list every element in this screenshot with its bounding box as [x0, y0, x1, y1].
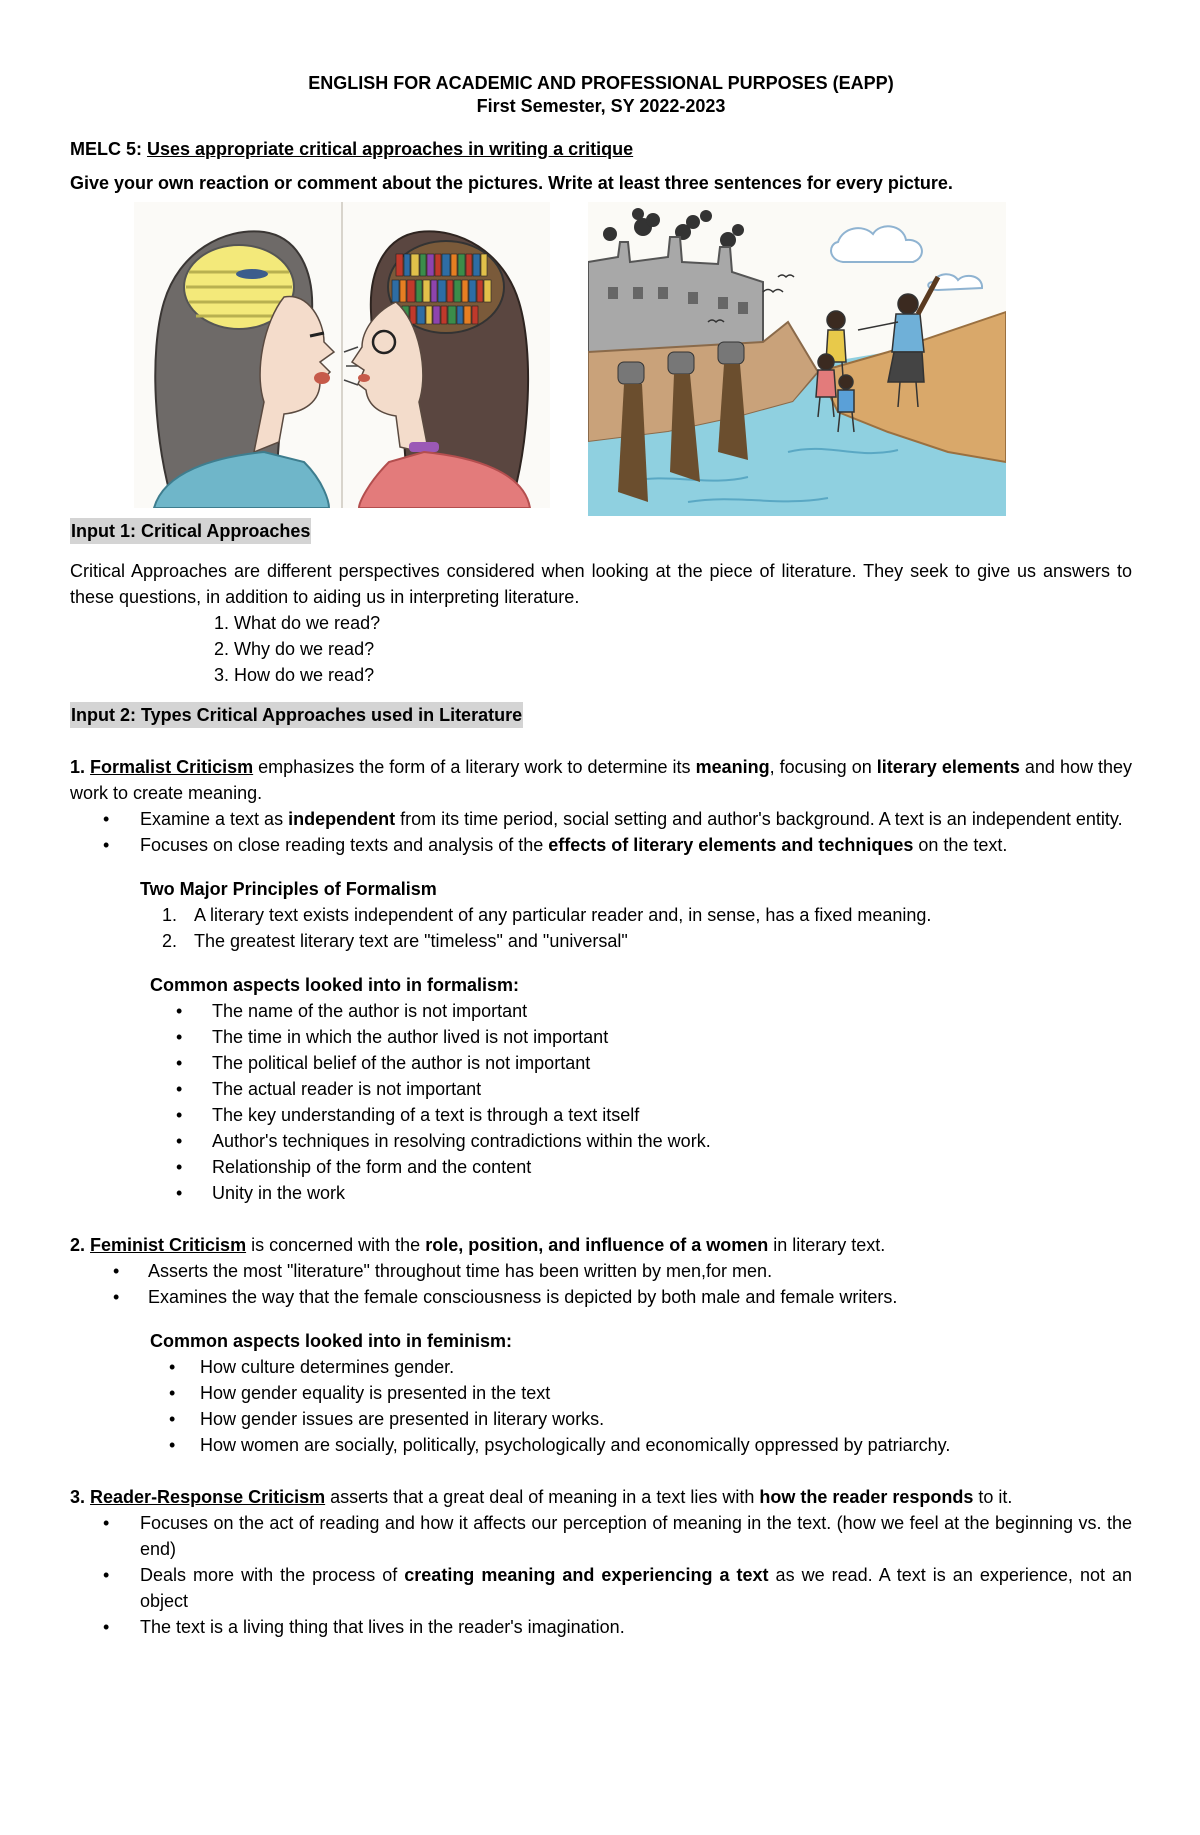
course-title: ENGLISH FOR ACADEMIC AND PROFESSIONAL PURPOSES (EAPP) — [308, 73, 894, 93]
formalism-aspect-item: • The actual reader is not important — [70, 1076, 1132, 1102]
input1-label: Input 1: Critical Approaches — [70, 518, 311, 544]
question-item: 1. What do we read? — [214, 613, 381, 633]
formalist-text-3: and how they work to create meaning. — [70, 757, 1133, 803]
picture-two-women-minds — [134, 202, 550, 508]
formalism-aspect-item: • Author's techniques in resolving contradictions within the work. — [70, 1128, 1132, 1154]
principles-title: Two Major Principles of Formalism — [140, 879, 437, 899]
formalist-bullet — [70, 832, 1132, 858]
feminist-bullet: • Examines the way that the female consciousness is depicted by both male and female writers. — [70, 1284, 1132, 1310]
principle-item — [70, 902, 1132, 928]
formalist-text-1: emphasizes the form of a literary work to determine its — [253, 757, 696, 777]
input1-questions — [214, 610, 1132, 688]
reader-term: Reader-Response Criticism — [90, 1487, 326, 1507]
reader-bullet: • Focuses on the act of reading and how it affects our perception of meaning in the text. (how we feel at the beginning vs. the end) — [70, 1510, 1132, 1562]
formalist-definition — [70, 754, 1132, 806]
formalism-aspect-item: • The political belief of the author is not important — [70, 1050, 1132, 1076]
bullet-bold: effects of literary elements and techniques — [548, 835, 914, 855]
picture-factory-pollution — [588, 202, 1006, 516]
feminist-number: 2. — [70, 1235, 86, 1255]
bullet-text: as we read. A text is an experience, not an object — [140, 1565, 1133, 1611]
formalism-aspect-item: • Unity in the work — [70, 1180, 1132, 1206]
melc-text: Uses appropriate critical approaches in writing a critique — [147, 139, 634, 159]
formalist-bold-2: literary elements — [876, 757, 1020, 777]
instruction: Give your own reaction or comment about the pictures. Write at least three sentences for every picture. — [70, 173, 953, 193]
formalism-aspect-item: • Relationship of the form and the content — [70, 1154, 1132, 1180]
reader-bullet: • The text is a living thing that lives in the reader's imagination. — [70, 1614, 1132, 1640]
bullet-text: Deals more with the process of — [140, 1565, 405, 1585]
feminism-aspect-item: • How women are socially, politically, psychologically and economically oppressed by patriarchy. — [70, 1432, 1132, 1458]
principle-text: The greatest literary text are "timeless" and "universal" — [194, 931, 628, 951]
principle-item — [70, 928, 1132, 954]
formalist-bullet — [70, 806, 1132, 832]
formalist-term: Formalist Criticism — [90, 757, 254, 777]
input2-heading-row — [70, 702, 1132, 728]
feminism-aspect-item: • How gender equality is presented in the text — [70, 1380, 1132, 1406]
bullet-text: Examine a text as — [140, 809, 289, 829]
reader-number: 3. — [70, 1487, 86, 1507]
reader-text-2: to it. — [973, 1487, 1013, 1507]
question-item: 2. Why do we read? — [214, 639, 375, 659]
bullet-bold: creating meaning and experiencing a text — [404, 1565, 769, 1585]
formalism-aspect-item: • The name of the author is not important — [70, 998, 1132, 1024]
feminist-bold-1: role, position, and influence of a women — [425, 1235, 769, 1255]
feminism-aspect-item: • How culture determines gender. — [70, 1354, 1132, 1380]
reader-bold-1: how the reader responds — [759, 1487, 974, 1507]
feminism-aspects-title: Common aspects looked into in feminism: — [150, 1331, 513, 1351]
input1-heading-row — [70, 518, 1132, 544]
feminist-definition — [70, 1232, 1132, 1258]
picture-area — [70, 200, 1132, 516]
bullet-bold: independent — [288, 809, 396, 829]
feminism-aspect-item: • How gender issues are presented in literary works. — [70, 1406, 1132, 1432]
bullet-text: on the text. — [913, 835, 1008, 855]
principle-number: 1. — [162, 905, 178, 925]
principle-text: A literary text exists independent of any particular reader and, in sense, has a fixed meaning. — [194, 905, 932, 925]
melc-line — [70, 136, 1132, 162]
formalism-aspect-item: • The key understanding of a text is through a text itself — [70, 1102, 1132, 1128]
feminist-bullet: • Asserts the most "literature" throughout time has been written by men,for men. — [70, 1258, 1132, 1284]
feminist-term: Feminist Criticism — [90, 1235, 247, 1255]
document-header — [70, 72, 1132, 118]
question-item: 3. How do we read? — [214, 665, 375, 685]
formalist-number: 1. — [70, 757, 86, 777]
formalism-aspects-title: Common aspects looked into in formalism: — [150, 975, 520, 995]
bullet-text: Focuses on close reading texts and analysis of the — [140, 835, 549, 855]
feminist-text-2: in literary text. — [768, 1235, 886, 1255]
formalist-bold-1: meaning — [695, 757, 770, 777]
reader-bullet — [70, 1562, 1132, 1614]
bullet-text: from its time period, social setting and author's background. A text is an independent entity. — [395, 809, 1123, 829]
principle-number: 2. — [162, 931, 178, 951]
formalist-text-2: , focusing on — [769, 757, 877, 777]
feminist-text-1: is concerned with the — [246, 1235, 426, 1255]
input2-label: Input 2: Types Critical Approaches used in Literature — [70, 702, 523, 728]
reader-text-1: asserts that a great deal of meaning in a text lies with — [325, 1487, 760, 1507]
semester-line: First Semester, SY 2022-2023 — [476, 96, 726, 116]
formalism-aspect-item: • The time in which the author lived is not important — [70, 1024, 1132, 1050]
input1-paragraph: Critical Approaches are different perspectives considered when looking at the piece of literature. They seek to give us answers to these questions, in addition to aiding us in interpreting literature. — [70, 561, 1132, 607]
melc-label: MELC 5: — [70, 139, 142, 159]
reader-response-definition — [70, 1484, 1132, 1510]
